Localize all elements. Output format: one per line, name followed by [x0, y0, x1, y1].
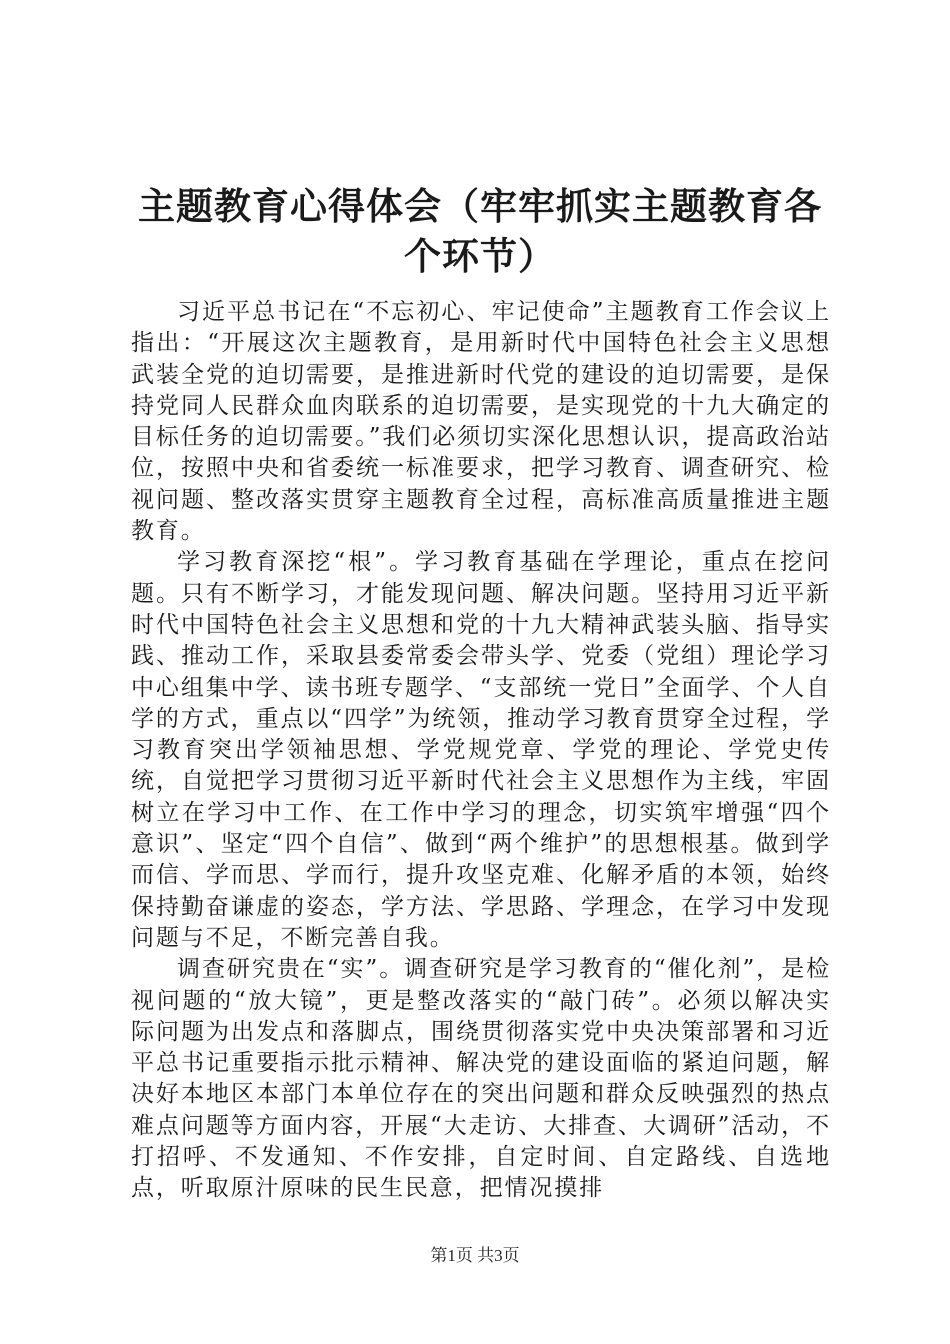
document-body: [131, 297, 831, 1205]
document-title: 主题教育心得体会（牢牢抓实主题教育各个环节）: [138, 185, 822, 278]
paragraph-investigation: 调查研究贵在“实”。调查研究是学习教育的“催化剂”，是检视问题的“放大镜”，更是整改落实的“敲门砖”。必须以解决实际问题为出发点和落脚点，围绕贯彻落实党中央决策部署和习近平总书记重要指示批示精神、解决党的建设面临的紧迫问题，解决好本地区本部门本单位存在的突出问题和群众反映强烈的热点难点问题等方面内容，开展“大走访、大排查、大调研”活动，不打招呼、不发通知、不作安排，自定时间、自定路线、自选地点，听取原汁原味的民生民意，把情况摸排: [131, 956, 831, 1202]
paragraph-intro: 习近平总书记在“不忘初心、牢记使命”主题教育工作会议上指出：“开展这次主题教育，是用新时代中国特色社会主义思想武装全党的迫切需要，是推进新时代党的建设的迫切需要，是保持党同人民群众血肉联系的迫切需要，是实现党的十九大确定的目标任务的迫切需要。”我们必须切实深化思想认识，提高政治站位，按照中央和省委统一标准要求，把学习教育、调查研究、检视问题、整改落实贯穿主题教育全过程，高标准高质量推进主题教育。: [131, 299, 831, 545]
paragraph-study-education: 学习教育深挖“根”。学习教育基础在学理论，重点在挖问题。只有不断学习，才能发现问题、解决问题。坚持用习近平新时代中国特色社会主义思想和党的十九大精神武装头脑、指导实践、推动工作，采取县委常委会带头学、党委（党组）理论学习中心组集中学、读书班专题学、“支部统一党日”全面学、个人自学的方式，重点以“四学”为统领，推动学习教育贯穿全过程，学习教育突出学领袖思想、学党规党章、学党的理论、学党史传统，自觉把学习贯彻习近平新时代社会主义思想作为主线，牢固树立在学习中工作、在工作中学习的理念，切实筑牢增强“四个意识”、坚定“四个自信”、做到“两个维护”的思想根基。做到学而信、学而思、学而行，提升攻坚克难、化解矛盾的本领，始终保持勤奋谦虚的姿态，学方法、学思路、学理念，在学习中发现问题与不足，不断完善自我。: [131, 549, 831, 951]
page-number-footer: 第1页 共3页: [430, 1246, 520, 1265]
